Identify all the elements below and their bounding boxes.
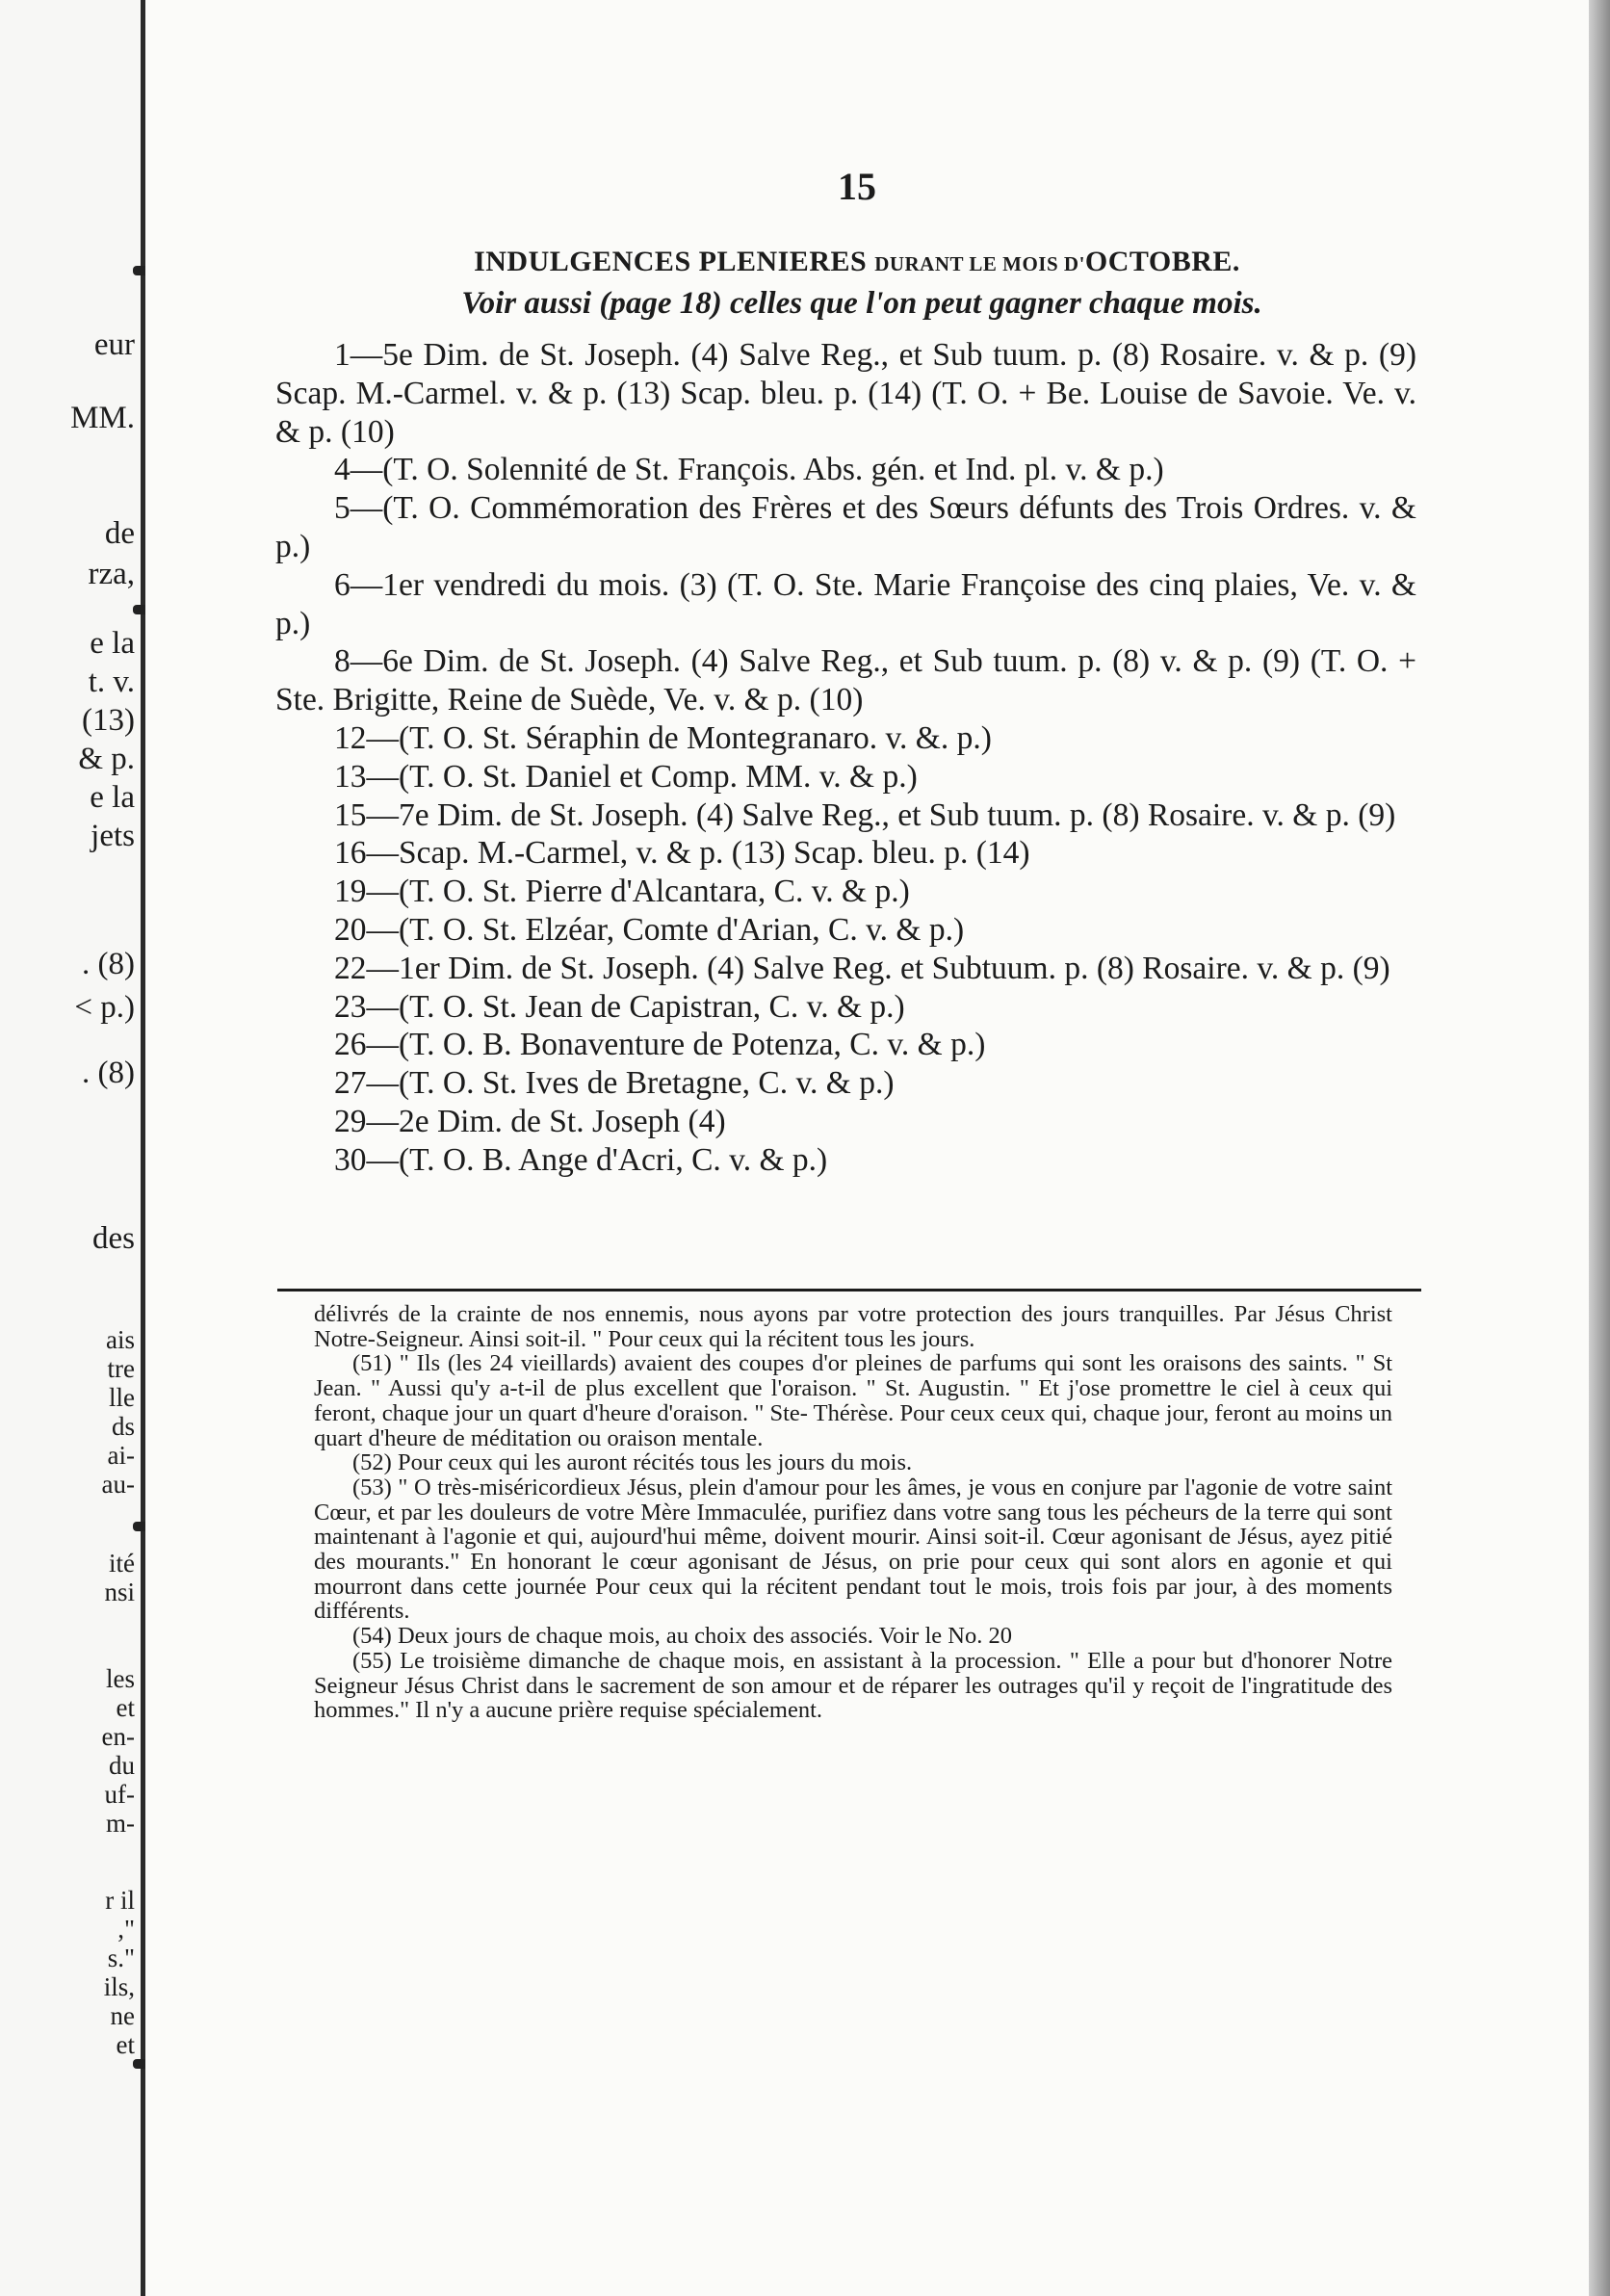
- indulgence-entry: 1—5e Dim. de St. Joseph. (4) Salve Reg., et Sub tuum. p. (8) Rosaire. v. & p. (9) Scap. M.-Carmel. v. & p. (13) Scap. bleu. p. (14) (T. O. + Be. Louise de Savoie. Ve. v. & p. (10): [275, 337, 1416, 450]
- previous-page-fragment: ai-: [107, 1441, 135, 1470]
- indulgence-entry: 16—Scap. M.-Carmel, v. & p. (13) Scap. bleu. p. (14): [334, 835, 1030, 872]
- previous-page-fragment: lle: [109, 1383, 135, 1412]
- previous-page-fragment: ité: [109, 1549, 135, 1578]
- footnote: (52) Pour ceux qui les auront récités tous les jours du mois.: [352, 1449, 913, 1476]
- previous-page-fragment: du: [109, 1751, 135, 1780]
- previous-page-fragment: s.": [107, 1944, 135, 1972]
- previous-page-fragment: de: [104, 516, 135, 551]
- previous-page-fragment: et: [116, 1693, 135, 1722]
- previous-page-fragment: eur: [93, 327, 135, 362]
- previous-page-fragment: MM.: [70, 401, 135, 435]
- previous-page-fragment: en-: [101, 1722, 135, 1751]
- footnotes: [314, 1302, 1392, 1723]
- previous-page-fragment: e la: [90, 626, 135, 661]
- page-edge: [1589, 0, 1610, 2296]
- previous-page-fragment: les: [106, 1664, 135, 1693]
- indulgence-entry: 19—(T. O. St. Pierre d'Alcantara, C. v. & p.): [334, 874, 910, 910]
- section-heading: [366, 246, 1348, 278]
- previous-page-fragment: tre: [107, 1354, 135, 1383]
- indulgence-entry: 23—(T. O. St. Jean de Capistran, C. v. & p.): [334, 988, 905, 1025]
- previous-page-fragment: . (8): [82, 947, 135, 981]
- footnote: délivrés de la crainte de nos ennemis, nous ayons par votre protection des jours tranquilles. Par Jésus Christ Notre-Seigneur. Ainsi soit-il. " Pour ceux qui la récitent tous les jours.: [314, 1301, 1392, 1352]
- previous-page-fragment: ais: [106, 1325, 135, 1354]
- previous-page-fragment: au-: [101, 1470, 135, 1499]
- previous-page-fragment: et: [116, 2030, 135, 2059]
- indulgence-entry: 8—6e Dim. de St. Joseph. (4) Salve Reg., et Sub tuum. p. (8) v. & p. (9) (T. O. + Ste. Brigitte, Reine de Suède, Ve. v. & p. (10): [275, 643, 1416, 718]
- previous-page-fragment: e la: [90, 780, 135, 815]
- indulgence-entry: 26—(T. O. B. Bonaventure de Potenza, C. v. & p.): [334, 1027, 986, 1063]
- previous-page-strip: [0, 0, 141, 2296]
- page-number: 15: [838, 165, 876, 208]
- previous-page-fragment: uf-: [104, 1780, 135, 1809]
- heading-small-caps: DURANT LE MOIS D': [874, 252, 1085, 275]
- previous-page-fragment: ne: [110, 2001, 135, 2030]
- previous-page-fragment: ,": [117, 1915, 135, 1944]
- footnote: (51) " Ils (les 24 vieillards) avaient des coupes d'or pleines de parfums qui sont les oraisons des saints. " St Jean. " Aussi qu'y a-t-il de plus excellent que l'oraison. " St. Augustin. " Et j'ose promettre le ciel à ceux qui feront, chaque jour un quart d'heure d'oraison. " Ste- Thérèse. Pour ceux ceux qui, chaque jour, feront au moins un quart d'heure de méditation ou oraison mentale.: [314, 1350, 1392, 1451]
- previous-page-fragment: jets: [91, 819, 135, 853]
- indulgence-list: [275, 336, 1416, 1180]
- previous-page-fragment: rza,: [88, 557, 135, 591]
- indulgence-entry: 12—(T. O. St. Séraphin de Montegranaro. v. &. p.): [334, 719, 992, 756]
- previous-page-fragment: nsi: [104, 1578, 135, 1606]
- footnote: (54) Deux jours de chaque mois, au choix des associés. Voir le No. 20: [352, 1623, 1012, 1650]
- indulgence-entry: 5—(T. O. Commémoration des Frères et des Sœurs défunts des Trois Ordres. v. & p.): [275, 490, 1416, 564]
- indulgence-entry: 27—(T. O. St. Ives de Bretagne, C. v. & p.): [334, 1065, 895, 1102]
- heading-month: OCTOBRE.: [1084, 246, 1240, 277]
- previous-page-fragment: t. v.: [88, 665, 135, 699]
- indulgence-entry: 29—2e Dim. de St. Joseph (4): [334, 1103, 726, 1139]
- indulgence-entry: 30—(T. O. B. Ange d'Acri, C. v. & p.): [334, 1141, 828, 1178]
- previous-page-fragment: ds: [111, 1412, 135, 1441]
- previous-page-fragment: (13): [82, 703, 135, 738]
- indulgence-entry: 13—(T. O. St. Daniel et Comp. MM. v. & p.): [334, 758, 918, 795]
- heading-prefix: INDULGENCES PLENIERES: [474, 246, 868, 277]
- indulgence-entry: 20—(T. O. St. Elzéar, Comte d'Arian, C. v. & p.): [334, 911, 965, 948]
- indulgence-entry: 4—(T. O. Solennité de St. François. Abs. gén. et Ind. pl. v. & p.): [334, 452, 1164, 488]
- footnote-divider: [277, 1289, 1421, 1292]
- previous-page-fragment: des: [92, 1221, 135, 1256]
- previous-page-fragment: r il: [105, 1886, 135, 1915]
- previous-page-fragment: m-: [106, 1809, 135, 1838]
- footnote: (53) " O très-miséricordieux Jésus, plein d'amour pour les âmes, je vous en conjure par l'agonie de votre saint Cœur, et par les douleurs de votre Mère Immaculée, purifiez dans votre sang tous les pécheurs de la terre qui sont maintenant à l'agonie et qui, aujourd'hui même, doivent mourir. Ainsi soit-il. Cœur agonisant de Jésus, ayez pitié des mourants." En honorant le cœur agonisant de Jésus, on prie pour ceux qui sont alors en agonie et qui mourront dans cette journée Pour ceux qui la récitent pendant tout le mois, trois fois par jour, à des moments différents.: [314, 1474, 1392, 1625]
- previous-page-fragment: < p.): [74, 990, 135, 1025]
- indulgence-entry: 15—7e Dim. de St. Joseph. (4) Salve Reg., et Sub tuum. p. (8) Rosaire. v. & p. (9): [334, 796, 1396, 833]
- previous-page-fragment: . (8): [82, 1056, 135, 1090]
- indulgence-entry: 22—1er Dim. de St. Joseph. (4) Salve Reg. et Subtuum. p. (8) Rosaire. v. & p. (9): [334, 950, 1390, 986]
- subheading: Voir aussi (page 18) celles que l'on peut gagner chaque mois.: [461, 286, 1262, 321]
- previous-page-fragment: & p.: [78, 742, 135, 776]
- previous-page-fragment: ils,: [103, 1972, 135, 2001]
- indulgence-entry: 6—1er vendredi du mois. (3) (T. O. Ste. Marie Françoise des cinq plaies, Ve. v. & p.): [275, 566, 1416, 641]
- footnote: (55) Le troisième dimanche de chaque mois, en assistant à la procession. " Elle a pour but d'honorer Notre Seigneur Jésus Christ dans le sacrement de son amour et de réparer les outrages qu'il y reçoit de l'ingratitude des hommes." Il n'y a aucune prière requise spécialement.: [314, 1647, 1392, 1724]
